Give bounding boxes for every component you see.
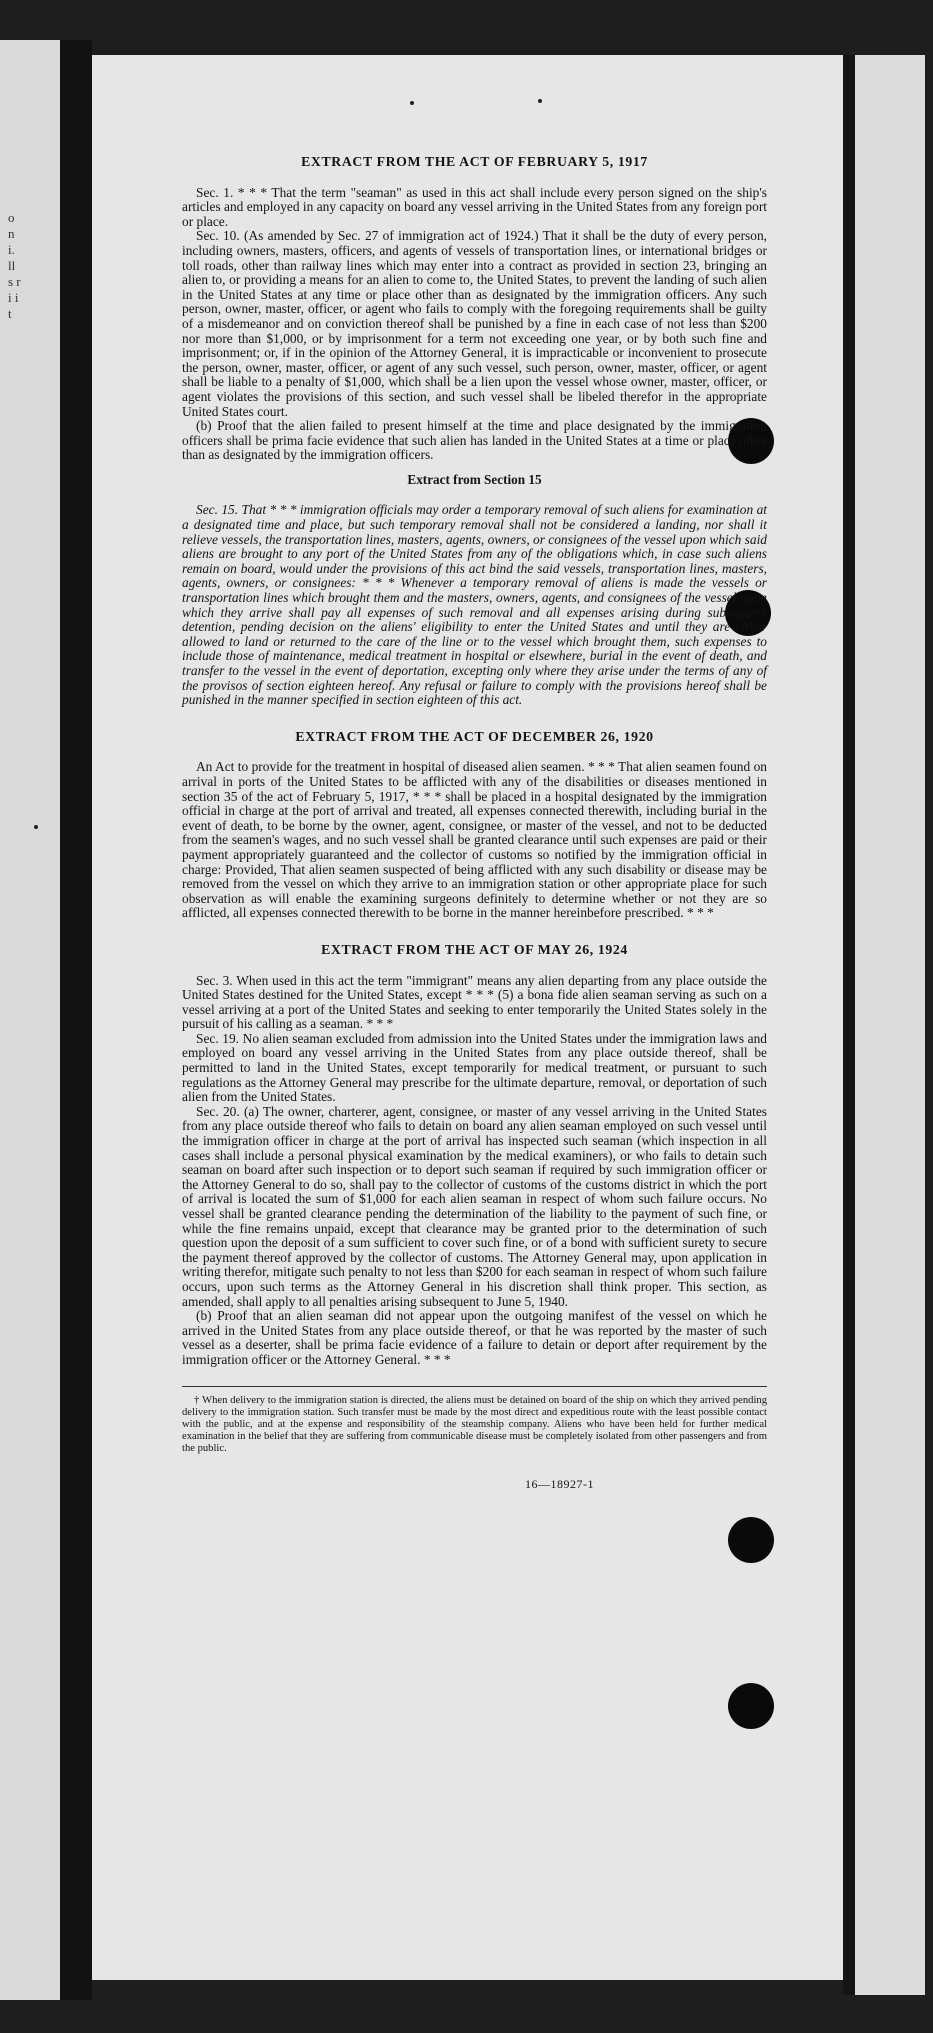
punch-hole	[728, 1683, 774, 1729]
adjacent-page-right	[855, 55, 925, 1995]
heading-act-1917: EXTRACT FROM THE ACT OF FEBRUARY 5, 1917	[301, 154, 648, 169]
speck	[538, 99, 542, 103]
punch-hole	[728, 1517, 774, 1563]
section-10b-paragraph: (b) Proof that the alien failed to present himself at the time and place designated by the immigration officers shall be prima facie evidence that such alien has landed in the United States at a time or place other than as designated by the immigration officers.	[182, 418, 767, 463]
binding-shadow-left	[60, 40, 92, 2000]
section-20b-paragraph: (b) Proof that an alien seaman did not appear upon the outgoing manifest of the vessel on which he arrived in the United States from any place outside thereof, or that he was reported by the master of such vessel as a deserter, shall be prima facie evidence of a failure to detain or deport after requirement by the immigration officer or the Attorney General. * * *	[182, 1308, 767, 1367]
section-19-paragraph: Sec. 19. No alien seaman excluded from admission into the United States under the immigration laws and employed on board any vessel arriving in the United States from any place outside thereof, shall be permitted to land in the United States, except temporarily for medical treatment, or pursuant to such regulations as the Attorney General may prescribe for the ultimate departure, removal, or deportation of such alien from the United States.	[182, 1030, 767, 1105]
document-body	[182, 155, 767, 1491]
heading-act-1920: EXTRACT FROM THE ACT OF DECEMBER 26, 1920	[295, 728, 654, 744]
act-1920-paragraph: An Act to provide for the treatment in hospital of diseased alien seamen. * * * That alien seamen found on arrival in ports of the United States to be afflicted with any of the disabilities or diseases mentioned in section 35 of the act of February 5, 1917, * * * shall be placed in a hospital designated by the immigration official in charge at the port of arrival and treated, all expenses connected therewith, including burial in the event of death, to be borne by the owner, agent, consignee, or master of the vessel, and not to be deducted from the seamen's wages, and no such vessel shall be granted clearance until such expenses are paid or their payment appropriately guaranteed and the collector of customs so notified by the immigration official in charge: Provided, That alien seamen suspected of being afflicted with any such disability or disease may be removed from the vessel on which they arrive to an immigration station or other appropriate place for such observation as will enable the examining surgeons definitely to determine whether or not they are so afflicted, all expenses connected therewith to be borne in the manner hereinbefore prescribed. * * *	[182, 759, 767, 921]
adjacent-page-text: o n i. ll s r i i t	[8, 210, 21, 321]
adjacent-page-left	[0, 40, 60, 2000]
section-20a-paragraph: Sec. 20. (a) The owner, charterer, agent, consignee, or master of any vessel arriving in the United States from any place outside thereof who fails to detain on board any alien seaman employed on such vessel until the immigration officer in charge at the port of arrival has inspected such seaman (which inspection in all cases shall include a personal physical examination by the medical examiners), or who fails to detain such seaman on board after such inspection or to deport such seaman if required by such immigration officer or the Attorney General to do so, shall pay to the collector of customs of the customs district in which the port of arrival is located the sum of $1,000 for each alien seaman in respect of whom such failure occurs. No vessel shall be granted clearance pending the determination of the liability to the payment of such fine, or while the fine remains unpaid, except that clearance may be granted prior to the determination of such question upon the deposit of a sum sufficient to cover such fine, or of a bond with sufficient surety to secure the payment thereof approved by the collector of customs. The Attorney General may, upon application in writing therefor, mitigate such penalty to not less than $200 for each seaman in respect of whom such failure occurs, upon such terms as the Attorney General in his discretion shall think proper. This section, as amended, shall apply to all penalties arising subsequent to June 5, 1940.	[182, 1103, 767, 1309]
speck	[410, 101, 414, 105]
section-15-paragraph: Sec. 15. That * * * immigration officials may order a temporary removal of such aliens for examination at a designated time and place, but such temporary removal shall not be considered a landing, nor shall it relieve vessels, the transportation lines, masters, agents, owners, or consignees of the vessel upon which said aliens are brought to any port of the United States from any of the obligations which, in case such aliens remain on board, would under the provisions of this act bind the said vessels, transportation lines, masters, agents, owners, or consignees: * * * Whenever a temporary removal of aliens is made the vessels or transportation lines which brought them and the masters, owners, agents, and consignees of the vessel upon which they arrive shall pay all expenses of such removal and all expenses arising during subsequent detention, pending decision on the aliens' eligibility to enter the United States and until they are either allowed to land or returned to the care of the line or to the vessel which brought them, such expenses to include those of maintenance, medical treatment in hospital or elsewhere, burial in the event of death, and transfer to the vessel in the event of deportation, excepting only where they arise under the terms of any of the provisos of section eighteen hereof. Any refusal or failure to comply with the provisions hereof shall be punished in the manner specified in section eighteen of this act.	[182, 502, 767, 708]
heading-section-15: Extract from Section 15	[407, 471, 542, 487]
section-1-paragraph: Sec. 1. * * * That the term "seaman" as used in this act shall include every person signed on the ship's articles and employed in any capacity on board any vessel arriving in the United States from any foreign port or place.	[182, 184, 767, 229]
footnote: † When delivery to the immigration station is directed, the aliens must be detained on board of the ship on which they arrived pending delivery to the immigration station. Such transfer must be made by the most direct and expeditious route with the least possible contact with the public, and at the expense and responsibility of the steamship company. Aliens who have been held for further medical examination in the belief that they are suffering from communicable disease must be completely isolated from other passengers and from the public.	[182, 1394, 767, 1454]
document-page	[92, 55, 843, 1980]
footnote-divider	[182, 1386, 767, 1387]
speck	[34, 825, 38, 829]
heading-act-1924: EXTRACT FROM THE ACT OF MAY 26, 1924	[321, 941, 628, 957]
section-3-paragraph: Sec. 3. When used in this act the term "immigrant" means any alien departing from any place outside the United States destined for the United States, except * * * (5) a bona fide alien seaman serving as such on a vessel arriving at a port of the United States and seeking to enter temporarily the United States solely in the pursuit of his calling as a seaman. * * *	[182, 972, 767, 1032]
section-10-paragraph: Sec. 10. (As amended by Sec. 27 of immigration act of 1924.) That it shall be the duty of every person, including owners, masters, officers, and agents of vessels of transportation lines, or international bridges or toll roads, other than railway lines which may enter into a contract as provided in section 23, bringing an alien to, or providing a means for an alien to come to, the United States, to prevent the landing of such alien in the United States at any time or place other than as designated by the immigration officers. Any such person, owner, master, officer, or agent who fails to comply with the foregoing requirements shall be guilty of a misdemeanor and on conviction thereof shall be punished by a fine in each case of not less than $200 nor more than $1,000, or by imprisonment for a term not exceeding one year, or by both such fine and imprisonment; or, if in the opinion of the Attorney General, it is impracticable or inconvenient to prosecute the person, owner, master, officer, or agent of any such vessel, such person, owner, master, officer, or agent shall be liable to a penalty of $1,000, which shall be a lien upon the vessel whose owner, master, officer, or agent violates the provisions of this section, and such vessel shall be libeled therefor in the appropriate United States court.	[182, 228, 767, 419]
form-number: 16—18927-1	[525, 1476, 594, 1491]
